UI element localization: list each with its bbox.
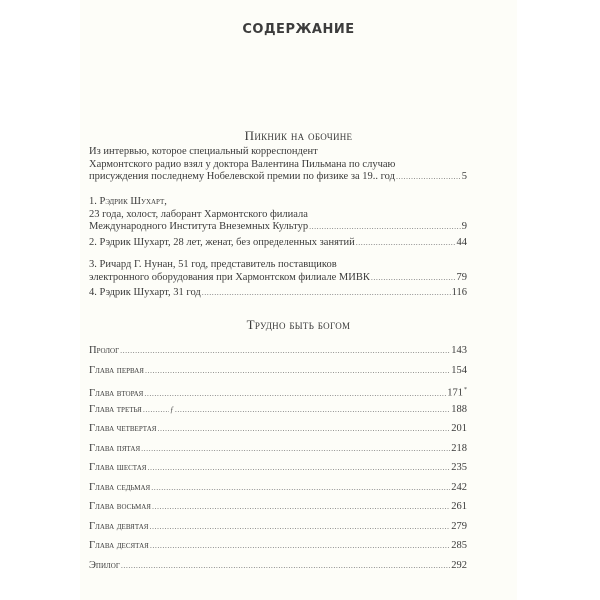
page-number: 5 <box>461 171 467 182</box>
toc-entry-chapter-1[interactable] <box>89 196 467 234</box>
entry-line: Хармонтского радио взял у доктора Валентина Пильмана по случаю <box>89 158 396 170</box>
toc-entry-chapter-fourth[interactable] <box>89 423 467 436</box>
section-heading-hard-to-be-a-god: Трудно быть богом <box>246 317 351 332</box>
page-number: 9 <box>461 221 467 232</box>
page-number: 44 <box>456 237 467 248</box>
dot-leader <box>141 443 450 456</box>
entry-title: Глава третья <box>89 403 142 415</box>
dot-leader <box>144 388 446 401</box>
entry-title: Глава десятая <box>89 540 149 551</box>
toc-entry-chapter-seventh[interactable] <box>89 482 467 495</box>
dot-leader <box>121 560 450 573</box>
dot-leader <box>152 501 450 514</box>
page-number: 292 <box>451 559 467 571</box>
toc-entry-chapter-fifth[interactable] <box>89 443 467 456</box>
page-number: 116 <box>451 287 467 298</box>
toc-entry-interview[interactable] <box>89 146 467 184</box>
dot-leader <box>147 462 450 475</box>
page-number: 285 <box>451 540 467 551</box>
toc-entry-chapter-tenth[interactable] <box>89 540 467 553</box>
entry-title: Пролог <box>89 345 120 356</box>
entry-line <box>89 196 467 209</box>
toc-entry-prologue[interactable] <box>89 345 467 358</box>
dot-leader <box>149 521 450 534</box>
dot-leader <box>202 287 451 300</box>
entry-title: Глава шестая <box>89 462 147 473</box>
dot-leader <box>150 540 450 553</box>
page-number: 242 <box>451 481 467 493</box>
toc-entry-chapter-3[interactable] <box>89 259 467 284</box>
toc-entry-chapter-2[interactable] <box>89 237 467 250</box>
page-number: 154 <box>451 364 467 376</box>
dot-leader <box>145 365 450 378</box>
pencil-mark-icon: ƒ <box>169 404 174 414</box>
dot-leader <box>175 404 450 417</box>
entry-title: Эпилог <box>89 559 120 571</box>
entry-title: 2. Рэдрик Шухарт, 28 лет, женат, без определенных занятий <box>89 237 355 248</box>
entry-title: электронного оборудования при Хармонтском филиале МИВК <box>89 271 370 283</box>
entry-title: 4. Рэдрик Шухарт, 31 год <box>89 287 201 298</box>
dot-leader <box>120 345 450 358</box>
toc-entry-chapter-eighth[interactable] <box>89 501 467 514</box>
entry-title: присуждения последнему Нобелевской премии по физике за 19.. год <box>89 171 395 182</box>
dot-leader <box>371 272 456 285</box>
entry-line: 23 года, холост, лаборант Хармонтского филиала <box>89 208 308 220</box>
page-number: 261 <box>451 501 467 512</box>
entry-title: Глава пятая <box>89 442 141 454</box>
entry-title: Глава первая <box>89 364 144 376</box>
page-number: 201 <box>451 423 467 434</box>
page-number: 188 <box>451 403 467 415</box>
toc-entry-chapter-second[interactable] <box>89 384 467 400</box>
toc-entry-chapter-third[interactable] <box>89 404 467 417</box>
dot-leader <box>309 221 461 234</box>
page-number: 143 <box>451 345 467 356</box>
page-number: 235 <box>451 462 467 473</box>
entry-line: Из интервью, которое специальный корреспондент <box>89 146 318 157</box>
page-number <box>447 384 467 400</box>
entry-title: Глава седьмая <box>89 481 151 493</box>
dot-leader <box>151 482 450 495</box>
page-title: СОДЕРЖАНИЕ <box>242 22 355 37</box>
toc-entry-chapter-4[interactable] <box>89 287 467 300</box>
dot-leader <box>143 404 169 417</box>
entry-title: Международного Института Внеземных Культур <box>89 221 309 232</box>
page-number-value: 171 <box>447 387 463 399</box>
entry-heading-text: 1. Рэдрик Шухарт, <box>89 196 167 207</box>
dot-leader <box>396 171 461 184</box>
dot-leader <box>157 423 450 436</box>
toc-entry-chapter-sixth[interactable] <box>89 462 467 475</box>
toc-entry-chapter-ninth[interactable] <box>89 521 467 534</box>
entry-title: Глава четвертая <box>89 423 157 434</box>
entry-title: Глава девятая <box>89 520 149 532</box>
toc-entry-epilogue[interactable] <box>89 560 467 573</box>
entry-title: Глава вторая <box>89 387 144 399</box>
section-heading-roadside-picnic: Пикник на обочине <box>244 128 353 143</box>
footnote-asterisk-icon: * <box>464 387 467 393</box>
entry-title: Глава восьмая <box>89 501 151 512</box>
dot-leader <box>356 237 456 250</box>
page-number: 218 <box>451 442 467 454</box>
book-page <box>80 0 517 600</box>
toc-entry-chapter-first[interactable] <box>89 365 467 378</box>
page-number: 279 <box>451 520 467 532</box>
page-number: 79 <box>456 271 467 283</box>
entry-line: 3. Ричард Г. Нунан, 51 год, представитель поставщиков <box>89 259 337 270</box>
